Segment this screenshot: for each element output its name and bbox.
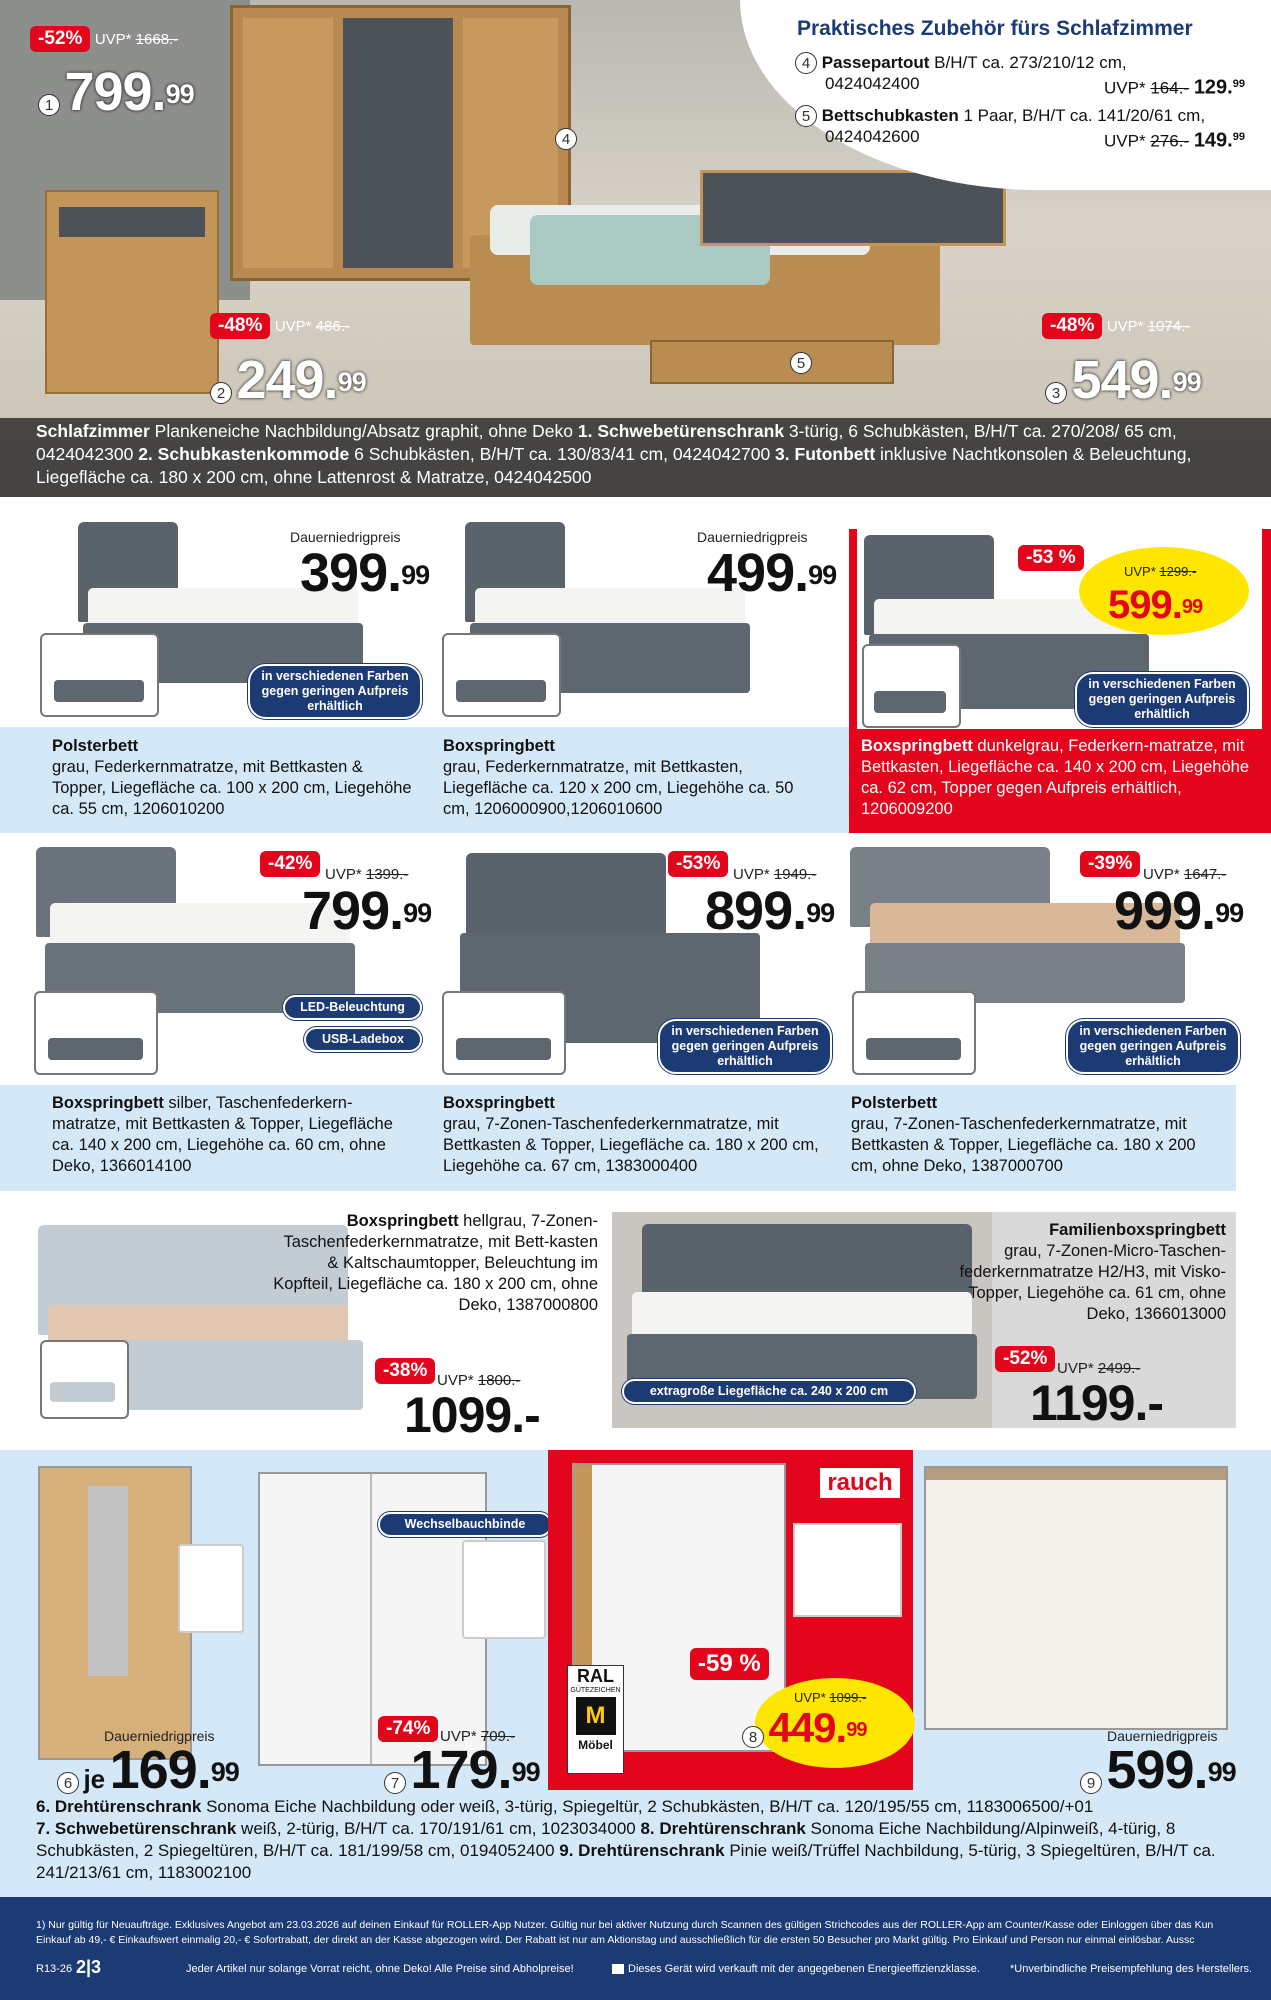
price-8: 8 449.99 xyxy=(742,1707,866,1749)
price: 1099.- xyxy=(404,1387,540,1443)
uvp: UVP* 2499.- xyxy=(1057,1360,1141,1377)
price-7: 7 179.99 xyxy=(384,1743,540,1797)
price: 899.99 xyxy=(705,881,835,941)
number-badge-3: 3 xyxy=(1045,382,1067,404)
page-number: 2|3 xyxy=(76,1957,102,1977)
bettkasten-thumbnail xyxy=(442,633,561,717)
accessory-price-cents: 99 xyxy=(1232,131,1245,143)
bettkasten-thumbnail xyxy=(852,991,976,1075)
size-pill: extragroße Liegefläche ca. 240 x 200 cm xyxy=(622,1379,916,1404)
wardrobe-9-image xyxy=(924,1466,1228,1730)
wardrobe-caption: 6. Drehtürenschrank Sonoma Eiche Nachbildung oder weiß, 3-türig, Spiegeltür, 2 Schubkästen, B/H/T ca. 120/195/55 cm, 1183006500/+01 7. Schwebetürenschrank weiß, 2-türig, B/H/T ca. 170/191/61 cm, 1023034000 8. Drehtürenschrank Sonoma Eiche Nachbildung/Alpinweiß, 4-türig, 8 Schubkästen, 2 Spiegeltüren, B/H/T ca. 181/199/58 cm, 0194052400 9. Drehtürenschrank Pinie weiß/Trüffel Nachbildung, 5-türig, 3 Spiegeltüren, B/H/T ca. 241/213/61 cm, 1183002100 xyxy=(36,1797,1216,1882)
number-badge-2: 2 xyxy=(210,382,232,404)
feature-pill-led: LED-Beleuchtung xyxy=(283,995,422,1020)
number-badge-1: 1 xyxy=(38,94,60,116)
discount-badge: -59 % xyxy=(690,1648,769,1680)
rauch-logo: rauch xyxy=(820,1468,900,1498)
bettkasten-thumbnail xyxy=(34,991,158,1075)
discount-badge: -74% xyxy=(378,1716,438,1742)
price: 999.99 xyxy=(1114,881,1244,941)
bettkasten-thumbnail xyxy=(442,991,566,1075)
uvp: UVP* 1647.- xyxy=(1143,866,1227,883)
discount-badge: -52% xyxy=(995,1346,1055,1372)
accessory-name: Passepartout xyxy=(821,53,930,72)
accessory-bettschubkasten xyxy=(795,105,1245,152)
uvp-label: UVP* xyxy=(1104,131,1146,151)
accessory-price-cents: 99 xyxy=(1232,78,1245,90)
discount-badge: -48% xyxy=(1042,313,1102,339)
product-description: Boxspringbett hellgrau, 7-Zonen-Taschenfederkernmatratze, mit Bett-kasten & Kaltschaumtopper, Beleuchtung im Kopfteil, Liegefläche ca. 180 x 200 cm, ohne Deko, 1387000800 xyxy=(273,1212,598,1314)
energy-note: Dieses Gerät wird verkauft mit der angegebenen Energieeffizienzklasse. xyxy=(612,1963,980,1975)
hero-bedroom-scene xyxy=(0,0,1271,497)
uvp-old-price: 164.- xyxy=(1150,78,1190,98)
price: 499.99 xyxy=(707,543,837,603)
uvp: UVP* 1299.- xyxy=(1124,564,1197,579)
price: 549.99 xyxy=(1071,350,1201,410)
color-variants-pill: in verschiedenen Farben gegen geringen Aufpreis erhältlich xyxy=(1075,672,1249,727)
price: 799.99 xyxy=(302,881,432,941)
price-label: Dauerniedrigpreis xyxy=(290,529,401,545)
hero-bed-drawer xyxy=(650,340,894,384)
product-description: Boxspringbett grau, Federkernmatratze, mit Bettkasten, Liegefläche ca. 120 x 200 cm, Liegehöhe ca. 50 cm, 1206000900,1206010600 xyxy=(443,737,794,818)
product-description: Boxspringbett dunkelgrau, Federkern-matratze, mit Bettkasten, Liegefläche ca. 140 x 200 cm, Liegehöhe ca. 62 cm, Topper gegen Aufpreis erhältlich, 1206009200 xyxy=(861,737,1250,818)
accessory-name: Bettschubkasten xyxy=(821,106,959,125)
uvp-old-price: 486.- xyxy=(315,318,350,335)
accessory-spec: 1 Paar, B/H/T ca. 141/20/61 cm, xyxy=(958,106,1206,125)
accessory-code: 0424042400 xyxy=(825,74,920,93)
price-label: Dauerniedrigpreis xyxy=(104,1728,215,1744)
wechselbauchbinde-pill: Wechselbauchbinde xyxy=(378,1512,552,1537)
energy-icon xyxy=(612,1964,624,1974)
number-badge-4: 4 xyxy=(795,52,817,74)
color-variants-pill: in verschiedenen Farben gegen geringen Aufpreis erhältlich xyxy=(1066,1019,1240,1074)
price-9: 9 599.99 xyxy=(1080,1743,1236,1797)
uvp-old-price: 276.- xyxy=(1150,131,1190,151)
hero-price-3-value xyxy=(1045,350,1201,410)
product-description: Boxspringbett silber, Taschenfederkern-matratze, mit Bettkasten & Topper, Liegefläche ca. 140 x 200 cm, Liegehöhe ca. 60 cm, ohne Deko, 1366014100 xyxy=(52,1094,393,1175)
product-description: Polsterbett grau, Federkernmatratze, mit Bettkasten & Topper, Liegefläche ca. 100 x 200 cm, Liegehöhe ca. 55 cm, 1206010200 xyxy=(52,737,412,818)
uvp-label: UVP* xyxy=(274,318,312,335)
price: 1199.- xyxy=(1030,1375,1164,1431)
wardrobe-8-variant xyxy=(793,1523,902,1617)
hero-bed xyxy=(470,235,940,345)
accessory-price: 149. xyxy=(1193,129,1233,152)
legal-note: 1) Nur gültig für Neuaufträge. Exklusives Angebot am 23.03.2026 auf deinen Einkauf für ROLLER-App Nutzer. Gültig nur bei aktiver Nutzung durch Scannen des gültigen Strichcodes aus der ROLLER-App am Counter/Kasse oder Einloggen über das Kun xyxy=(36,1919,1214,1931)
price-6: 6 je 169.99 xyxy=(57,1743,239,1797)
wardrobe-6-variant xyxy=(178,1544,244,1633)
footer xyxy=(0,1897,1271,2000)
legal-note-2: Einkauf ab 49,- € Einkaufswert einmalig 20,- € Sofortrabatt, der direkt an der Kasse abgezogen wird. Der Rabatt ist nur am Aktionstag und ausschließlich für die ersten 50 Besucher pro Markt gültig. Pro Einkauf und Person nur einmal einlösbar. Aussc xyxy=(36,1934,1195,1946)
uvp-label: UVP* xyxy=(94,31,132,48)
wardrobe-7-variant xyxy=(462,1540,546,1639)
hero-price-1-value xyxy=(38,62,194,122)
uvp-label: UVP* xyxy=(1106,318,1144,335)
hero-price-3 xyxy=(1042,313,1190,339)
hero-price-2-value xyxy=(210,350,366,410)
discount-badge: -42% xyxy=(260,851,320,877)
product-description: Familienboxspringbett grau, 7-Zonen-Micro-Taschen-federkernmatratze H2/H3, mit Visko-Topper, Liegehöhe ca. 61 cm, ohne Deko, 1366013000 xyxy=(959,1221,1226,1323)
price: 599.99 xyxy=(1108,583,1203,627)
uvp-label: UVP* xyxy=(1104,78,1146,98)
discount-badge: -39% xyxy=(1080,851,1140,877)
uvp: UVP* 1949.- xyxy=(733,866,817,883)
uvp-old-price: 1074.- xyxy=(1147,318,1191,335)
product-description: Boxspringbett grau, 7-Zonen-Taschenfederkernmatratze, mit Bettkasten & Topper, Liegefläche ca. 180 x 200 cm, Liegehöhe ca. 67 cm, 1383000400 xyxy=(443,1094,819,1175)
feature-pill-usb: USB-Ladebox xyxy=(304,1027,422,1052)
discount-badge: -48% xyxy=(210,313,270,339)
stock-note: Jeder Artikel nur solange Vorrat reicht, ohne Deko! Alle Preise sind Abholpreise! xyxy=(186,1963,574,1975)
bettkasten-thumbnail xyxy=(40,633,159,717)
marker-5: 5 xyxy=(790,352,812,374)
uvp-old-price: 1668.- xyxy=(135,31,179,48)
ral-quality-seal: RAL GÜTEZEICHEN M Möbel xyxy=(567,1665,624,1774)
bettkasten-thumbnail xyxy=(862,644,961,728)
hero-price-2 xyxy=(210,313,350,339)
color-variants-pill: in verschiedenen Farben gegen geringen Aufpreis erhältlich xyxy=(248,664,422,719)
price: 399.99 xyxy=(300,543,430,603)
uvp: UVP* 709.- xyxy=(440,1728,516,1745)
wardrobe-6-image xyxy=(38,1466,192,1760)
price: 799.99 xyxy=(64,62,194,122)
accessory-title: Praktisches Zubehör fürs Schlafzimmer xyxy=(797,17,1193,40)
discount-badge: -53 % xyxy=(1018,545,1084,571)
discount-badge: -52% xyxy=(30,26,90,52)
uvp: UVP* 1800.- xyxy=(437,1372,521,1389)
discount-badge: -53% xyxy=(668,851,728,877)
price: 249.99 xyxy=(236,350,366,410)
bettkasten-thumbnail xyxy=(40,1340,129,1419)
price-label: Dauerniedrigpreis xyxy=(697,529,808,545)
accessory-passepartout xyxy=(795,52,1245,99)
uvp: UVP* 1099.- xyxy=(794,1690,867,1705)
issue-code: R13-26 xyxy=(36,1963,73,1975)
accessory-code: 0424042600 xyxy=(825,127,920,146)
accessory-price: 129. xyxy=(1193,76,1233,99)
number-badge-5: 5 xyxy=(795,105,817,127)
hero-dresser xyxy=(45,190,219,394)
accessory-spec: B/H/T ca. 273/210/12 cm, xyxy=(929,53,1127,72)
hero-caption: Schlafzimmer Plankeneiche Nachbildung/Absatz graphit, ohne Deko 1. Schwebetürenschrank 3-türig, 6 Schubkästen, B/H/T ca. 270/208/ 65 cm, 0424042300 2. Schubkastenkommode 6 Schubkästen, B/H/T ca. 130/83/41 cm, 0424042700 3. Futonbett inklusive Nachtkonsolen & Beleuchtung, Liegefläche ca. 180 x 200 cm, ohne Lattenrost & Matratze, 0424042500 xyxy=(0,418,1271,497)
hero-price-1 xyxy=(30,26,178,52)
marker-4: 4 xyxy=(555,128,577,150)
price-label: Dauerniedrigpreis xyxy=(1107,1728,1218,1744)
product-description: Polsterbett grau, 7-Zonen-Taschenfederkernmatratze, mit Bettkasten & Topper, Liegefläche ca. 180 x 200 cm, ohne Deko, 1387000700 xyxy=(851,1094,1196,1175)
discount-badge: -38% xyxy=(375,1358,435,1384)
uvp-note: *Unverbindliche Preisempfehlung des Herstellers. xyxy=(1010,1963,1253,1975)
uvp: UVP* 1399.- xyxy=(325,866,409,883)
color-variants-pill: in verschiedenen Farben gegen geringen Aufpreis erhältlich xyxy=(658,1019,832,1074)
